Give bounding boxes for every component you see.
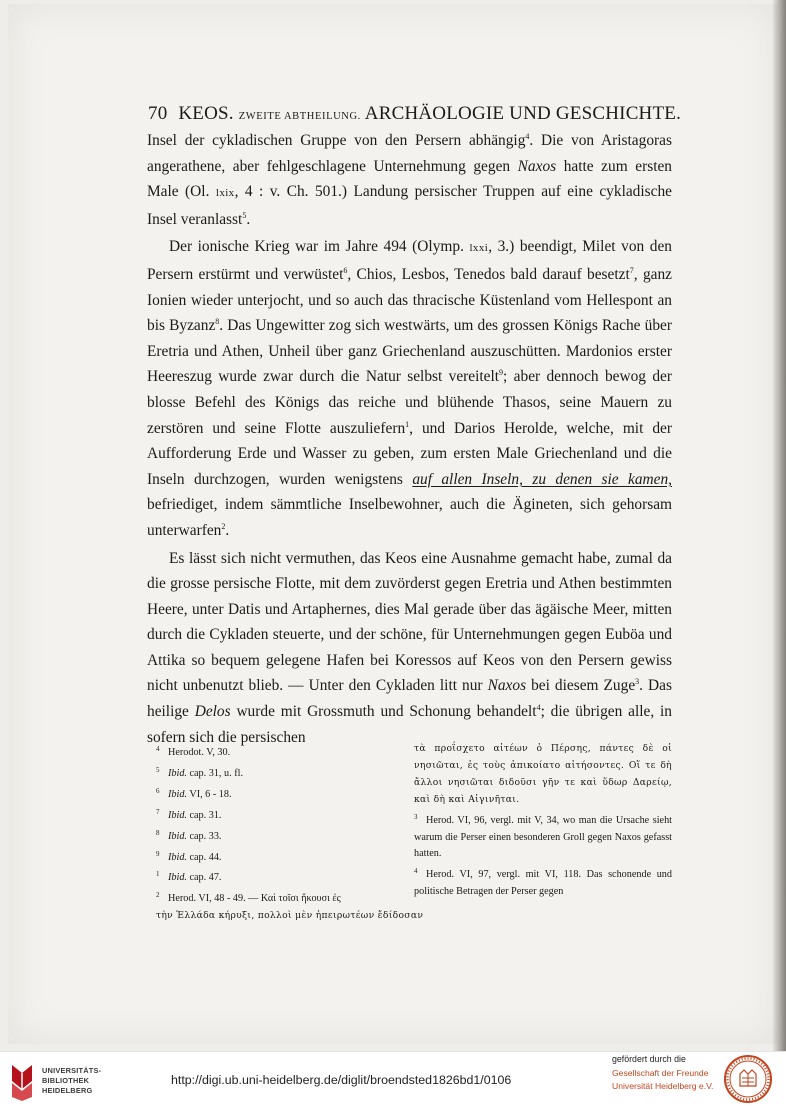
footnote-item: 4 Herod. VI, 97, vergl. mit VI, 118. Das schonende und politische Betragen der Perser gegen (414, 867, 672, 898)
footnote-ref: 3 (635, 677, 640, 687)
footnotes-right (414, 741, 672, 901)
footnote-item: 3 Herod. VI, 96, vergl. mit V, 34, wo man die Ursache sieht warum die Perser einen besonderen Groll gegen Naxos gefasst hatten. (414, 812, 672, 860)
paragraph-2: Der ionische Krieg war im Jahre 494 (Olymp. lxxi, 3.) beendigt, Milet von den Persern erstürmt und verwüstet$^6$, Chios, Lesbos, Tenedos bald darauf besetzt$^7$, ganz Ionien wieder unterjocht, und so auch das thracische Küstenland vom Hellespont an bis Byzanz$^8$. Das Ungewitter zog sich westwärts, um des grossen Königs Rache über Eretria und Athen, Unheil über ganz Griechenland auszuschütten. Mardonios erster Heereszug wurde zwar durch die Natur selbst vereitelt$^9$; aber dennoch bewog der blosse Befehl des Königs das reiche und blühende Thasos, seine Mauern zu zerstören und seine Flotte auszuliefern$^1$, und Darios Herolde, welche, mit der Aufforderung Erde und Wasser zu geben, zum ersten Male Griechenland und die Inseln durchzogen, wurden wenigstens auf allen Inseln, zu denen sie kamen, befriediget, indem sämmtliche Inselbewohner, auch die Ägineten, sich gehorsam unterwarfen$^2$. (147, 238, 673, 539)
sponsor-name-line2: Universität Heidelberg e.V. (612, 1080, 714, 1091)
footnote-ref: 5 (242, 210, 247, 220)
header-topic: ARCHÄOLOGIE UND GESCHICHTE. (364, 103, 682, 124)
footnote-ref: 2 (221, 521, 226, 531)
emphasis: Delos (194, 703, 231, 721)
footnote-ref: 8 (215, 317, 220, 327)
footnote-ref: 9 (499, 368, 504, 378)
main-text (147, 128, 672, 750)
footnote-ref: 4 (525, 132, 530, 141)
sponsor-label: gefördert durch die (612, 1054, 686, 1064)
header-section: ZWEITE ABTHEILUNG. (238, 111, 361, 122)
paragraph-3: Es lässt sich nicht vermuthen, das Keos eine Ausnahme gemacht habe, zumal da die grosse persische Flotte, mit dem zuvörderst gegen Eretria und Athen bestimmten Heere, unter Datis und Artaphernes, dies Mal gerade über das ägäische Meer, mitten durch die Cykladen steuerte, und der schöne, für Unternehmungen gegen Euböa und Attika so bequem gelegene Hafen bei Koressos auf Keos von den Persern gewiss nicht unbenutzt blieb. — Unter den Cykladen litt nur Naxos bei diesem Zuge$^3$. Das heilige Delos wurde mit Grossmuth und Schonung behandelt$^4$; die übrigen alle, in sofern sich die persischen (147, 549, 672, 746)
page-edge-shadow (772, 0, 786, 1051)
footnote-item: 7 Ibid. cap. 31. (156, 807, 222, 821)
footnote-item: 1 Ibid. cap. 47. (156, 870, 222, 884)
page-number: 70 (148, 103, 168, 124)
footnote-item: 6 Ibid. VI, 6 - 18. (156, 786, 232, 800)
header-keos: KEOS. (178, 103, 234, 124)
ub-heidelberg-logo-icon[interactable] (9, 1061, 35, 1101)
footnote-item: 8 Ibid. cap. 33. (156, 828, 222, 842)
permalink-url[interactable]: http://digi.ub.uni-heidelberg.de/diglit/broendsted1826bd1/0106 (171, 1073, 512, 1087)
emphasis-underlined: auf allen Inseln, zu denen sie kamen, (412, 470, 673, 488)
running-header (148, 103, 682, 125)
sponsor-name-line1: Gesellschaft der Freunde (612, 1068, 709, 1078)
footnote-ref: 4 (536, 703, 541, 713)
library-name[interactable]: UNIVERSITÄTS- BIBLIOTHEK HEIDELBERG (42, 1066, 102, 1095)
emphasis: Naxos (517, 157, 557, 175)
sponsor-block[interactable] (612, 1054, 716, 1092)
emphasis: Naxos (487, 677, 527, 695)
footnote-greek-line: τὴν Ἑλλάδα κήρυξι, πολλοὶ μὲν ἠπειρωτέων ἔδίδοσαν (156, 910, 424, 922)
footnote-ref: 7 (629, 265, 634, 275)
footnote-ref: 1 (405, 419, 410, 429)
footnote-greek-continuation: τὰ προΐσχετο αἰτέων ὁ Πέρσης, πάντες δὲ οἱ νησιῶται, ἐς τοὺς ἀπικοίατο αἰτήσοντες. Οἵ τε δὴ ἄλλοι νησιῶται διδοῦσι γῆν τε καὶ ὕδωρ Δαρείῳ, καὶ δὴ καὶ Αἰγινῆται. (414, 743, 672, 805)
footnote-ref: 6 (343, 265, 348, 275)
footnote-item: 2 Herod. VI, 48 - 49. — Καὶ τοῖσι ἥκουσι ἐς (156, 891, 341, 905)
footnote-item: 4 Herodot. V, 30. (156, 745, 231, 758)
footnote-item: 9 Ibid. cap. 44. (156, 849, 222, 863)
footnote-item: 5 Ibid. cap. 31, u. fl. (156, 765, 243, 779)
footnotes-left (156, 741, 424, 925)
university-seal-icon[interactable] (723, 1054, 773, 1104)
paragraph-1: Insel der cykladischen Gruppe von den Persern abhängig$^4$. Die von Aristagoras angerathene, aber fehlgeschlagene Unternehmung gegen Naxos hatte zum ersten Male (Ol. lxix, 4 : v. Ch. 501.) Landung persischer Truppen auf eine cykladische Insel veranlasst$^5$. (147, 132, 673, 228)
